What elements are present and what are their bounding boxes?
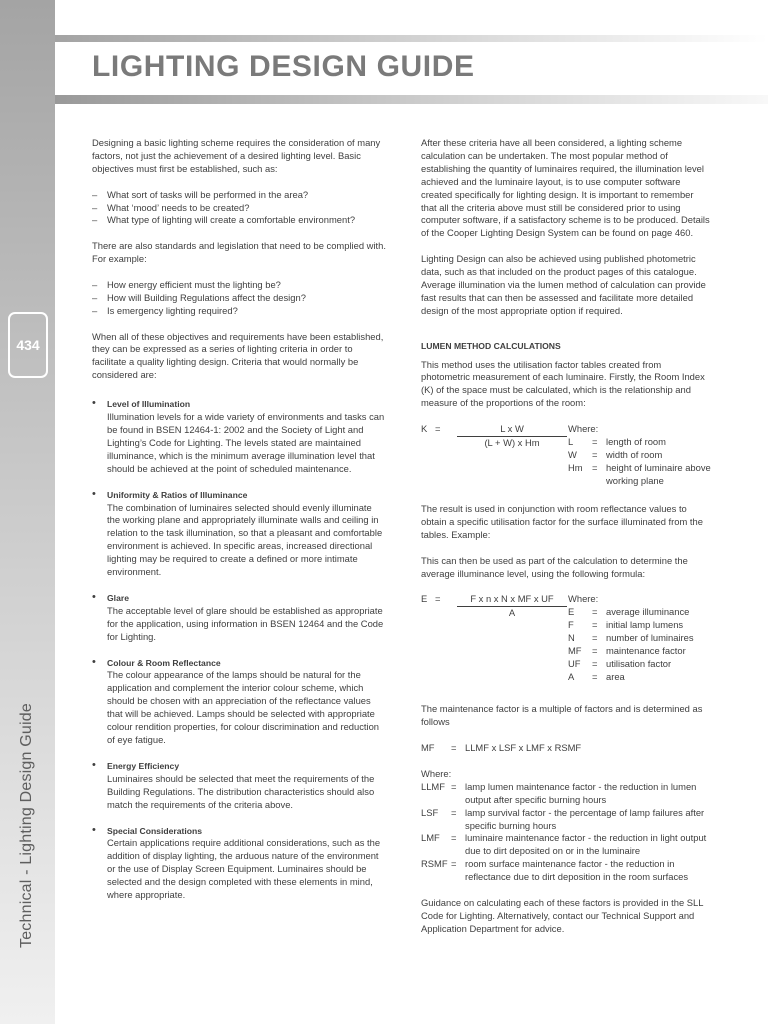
page-number: 434 — [16, 337, 40, 353]
variable-equals: = — [592, 436, 598, 447]
variable-equals: = — [592, 606, 598, 618]
definition-description: lamp survival factor - the percentage of lamp failures after specific burning hours — [465, 806, 705, 831]
objectives-list — [92, 189, 387, 228]
definition-symbol: LSF — [421, 806, 439, 818]
list-item: – What ‘mood’ needs to be created? — [92, 202, 387, 215]
variable-description: area — [606, 670, 625, 682]
maintenance-paragraph: The maintenance factor is a multiple of factors and is determined as follows — [421, 703, 703, 728]
lumen-method-heading: LUMEN METHOD CALCULATIONS — [421, 340, 561, 351]
variable-symbol: UF — [568, 657, 581, 669]
definition-description: lamp lumen maintenance factor - the reduction in lumen output after specific burning hours — [465, 780, 697, 805]
section-heading: Special Considerations — [107, 825, 203, 836]
where-label: Where: — [568, 423, 599, 435]
bullet-icon: • — [92, 758, 96, 771]
definition-symbol: RSMF — [421, 858, 448, 870]
factor-definitions — [421, 768, 711, 884]
room-index-formula — [421, 423, 711, 489]
right-column — [421, 137, 711, 949]
section-body: Illumination levels for a wide variety of environments and tasks can be found in BSEN 12464-1: 2002 and the Society of Light and Lighting’s Code for Lighting. The levels stated are maintained illuminance, which is the minimum average illumination level that should be achieved at the point of scheduled maintenance. — [107, 411, 385, 474]
variable-equals: = — [592, 670, 598, 682]
definition-description: luminaire maintenance factor - the reduction in light output due to dirt deposited on or in the luminaire — [465, 832, 707, 857]
list-item: – Is emergency lighting required? — [92, 305, 387, 318]
definition-equals: = — [451, 780, 457, 792]
formula-fraction — [457, 593, 567, 620]
formula-numerator: L x W — [457, 423, 567, 437]
bullet-icon: • — [92, 823, 96, 836]
section-heading: Energy Efficiency — [107, 760, 180, 771]
variable-equals: = — [592, 657, 598, 669]
definition-row — [421, 832, 711, 858]
criteria-section — [92, 657, 387, 747]
left-column — [92, 137, 387, 915]
illuminance-paragraph: This can then be used as part of the calculation to determine the average illuminance level, using the following formula: — [421, 554, 688, 579]
variable-description: length of room — [606, 436, 666, 447]
variable-symbol: W — [568, 448, 577, 460]
criteria-section — [92, 825, 387, 902]
formula-lhs: MF — [421, 742, 435, 754]
bullet-icon: • — [92, 590, 96, 603]
section-body: The acceptable level of glare should be established as appropriate for the application, using information in BSEN 12464 and the Code for Lighting. — [107, 604, 384, 642]
variable-symbol: Hm — [568, 461, 583, 473]
bullet-icon: • — [92, 487, 96, 500]
variable-equals: = — [592, 632, 598, 644]
standards-list — [92, 279, 387, 318]
bullet-icon: • — [92, 397, 96, 410]
illuminance-formula — [421, 593, 711, 689]
definition-symbol: LMF — [421, 832, 440, 844]
page-title: LIGHTING DESIGN GUIDE — [92, 50, 475, 83]
variable-description: utilisation factor — [606, 657, 672, 669]
section-body: Luminaires should be selected that meet the requirements of the Building Regulations. The distribution characteristics should also match the requirements of the criteria above. — [107, 772, 375, 810]
formula-numerator: F x n x N x MF x UF — [457, 593, 567, 607]
variable-description: number of luminaires — [606, 632, 694, 644]
variable-symbol: N — [568, 632, 575, 644]
standards-paragraph: There are also standards and legislation that need to be complied with. For example: — [92, 240, 386, 265]
lumen-method-paragraph: This method uses the utilisation factor tables created from photometric measurement of each luminaire. Firstly, the Room Index (K) of the space must be calculated, which is the relationship and measure of the proportions of the room: — [421, 358, 705, 409]
criteria-section — [92, 760, 387, 812]
definition-row — [421, 858, 711, 884]
variable-description: width of room — [606, 448, 663, 460]
variable-equals: = — [592, 461, 598, 473]
bullet-icon: • — [92, 655, 96, 668]
sidebar — [0, 0, 55, 1024]
section-heading: Glare — [107, 592, 129, 603]
formula-equals: = — [451, 742, 457, 754]
where-label: Where: — [421, 767, 452, 779]
illuminance-variables — [568, 593, 713, 683]
variable-equals: = — [592, 645, 598, 657]
section-heading: Colour & Room Reflectance — [107, 657, 221, 668]
section-heading: Level of Illumination — [107, 399, 191, 410]
section-body: The combination of luminaires selected should evenly illuminate the working plane and appropriately illuminate walls and ceiling in relation to the task illumination, so that a pleasant and comfortable environment is achieved. In specific areas, increased directional lighting may be required to create a defined or more intimate environment. — [107, 501, 383, 578]
page-number-badge — [8, 312, 48, 378]
variable-description: maintenance factor — [606, 645, 686, 657]
variable-symbol: MF — [568, 645, 582, 657]
formula-denominator: (L + W) x Hm — [484, 437, 540, 448]
variable-symbol: A — [568, 670, 575, 682]
list-item: – What sort of tasks will be performed in the area? — [92, 189, 387, 202]
definition-equals: = — [451, 858, 457, 870]
variable-equals: = — [592, 619, 598, 631]
criteria-section — [92, 489, 387, 579]
reflectance-paragraph: The result is used in conjunction with room reflectance values to obtain a specific utilisation factor for the surface illuminated from the tables. Example: — [421, 503, 703, 540]
variable-symbol: E — [568, 606, 575, 618]
vertical-section-title: Technical - Lighting Design Guide — [18, 703, 35, 948]
variable-description: average illuminance — [606, 606, 690, 618]
header-top-rule — [55, 35, 768, 42]
section-heading: Uniformity & Ratios of Illuminance — [107, 489, 248, 500]
formula-lhs: K — [421, 423, 428, 435]
formula-fraction — [457, 423, 567, 450]
definition-symbol: LLMF — [421, 780, 445, 792]
calculation-paragraph: After these criteria have all been considered, a lighting scheme calculation can be undertaken. The most popular method of establishing the quantity of luminaires required, the illumination level achieved and the luminaire layout, is to use computer software created specifically for lighting design. It is important to remember that all the criteria above must still be considered prior to using computer software, if a satisfactory scheme is to be produced. Details of the Cooper Lighting Design System can be found on page 460. — [421, 137, 710, 239]
section-body: The colour appearance of the lamps should be natural for the application and complement the interior colour scheme, which should be chosen with an appreciation of the reflectance values that will be achieved. Lamps should be selected with appropriate colour rendition properties, for colour discrimination and reduction of eye fatigue. — [107, 669, 380, 745]
formula-equals: = — [435, 593, 441, 605]
header-bottom-rule — [55, 95, 768, 104]
maintenance-factor-formula — [421, 742, 711, 755]
list-item: – What type of lighting will create a comfortable environment? — [92, 214, 387, 227]
definition-row — [421, 781, 711, 807]
definition-equals: = — [451, 806, 457, 818]
variable-equals: = — [592, 448, 598, 460]
variable-description: height of luminaire above working plane — [606, 461, 711, 486]
definition-equals: = — [451, 832, 457, 844]
formula-lhs: E — [421, 593, 428, 605]
definition-row — [421, 807, 711, 833]
photometric-paragraph: Lighting Design can also be achieved using published photometric data, such as that included on the product pages of this catalogue. Average illumination via the lumen method of calculation can provide fast results that can then be assessed and facilitate more detailed design of the most appropriate option if required. — [421, 253, 706, 316]
variable-description: initial lamp lumens — [606, 619, 684, 631]
criteria-section — [92, 398, 387, 475]
list-item: – How energy efficient must the lighting be? — [92, 279, 387, 292]
guidance-paragraph: Guidance on calculating each of these factors is provided in the SLL Code for Lighting. Alternatively, contact our Technical Support and Application Department for advice. — [421, 896, 704, 934]
formula-equals: = — [435, 423, 441, 435]
intro-paragraph: Designing a basic lighting scheme requires the consideration of many factors, not just the achievement of a desired lighting level. Basic objectives must first be established, such as: — [92, 137, 381, 174]
definition-description: room surface maintenance factor - the reduction in reflectance due to dirt deposition in the room surfaces — [465, 858, 689, 883]
formula-rhs: LLMF x LSF x LMF x RSMF — [465, 742, 582, 754]
variable-symbol: F — [568, 619, 574, 631]
where-label: Where: — [568, 593, 599, 605]
criteria-paragraph: When all of these objectives and requirements have been established, they can be expressed as a series of lighting criteria in order to facilitate a quality lighting design. Criteria that would normally be considered are: — [92, 330, 384, 381]
room-index-variables — [568, 423, 713, 488]
criteria-section — [92, 592, 387, 644]
formula-denominator: A — [508, 607, 516, 619]
list-item: – How will Building Regulations affect the design? — [92, 292, 387, 305]
section-body: Certain applications require additional considerations, such as the addition of display lighting, the arduous nature of the environment or the use of Display Screen Equipment. Luminaires should be selected and the design completed with these elements in mind, where appropriate. — [107, 837, 381, 901]
variable-symbol: L — [568, 436, 574, 447]
